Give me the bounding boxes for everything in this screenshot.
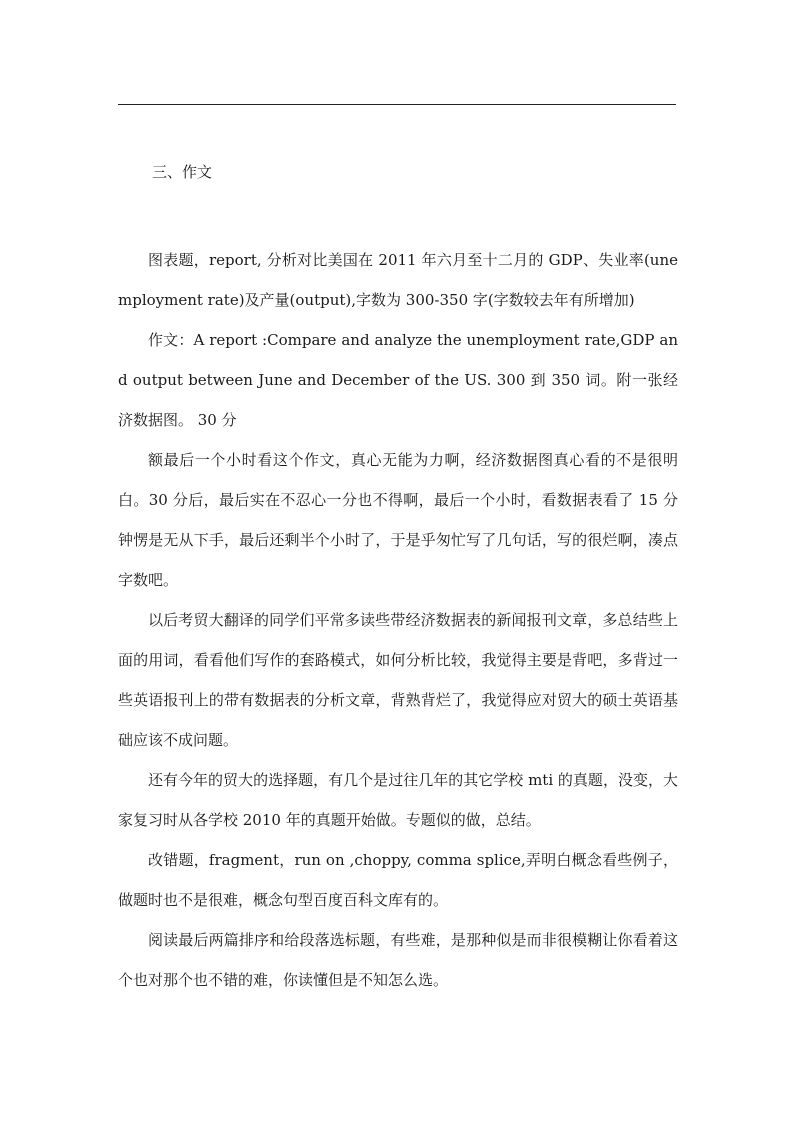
section-heading: 三、作文 [152, 163, 213, 181]
paragraph-reading: 阅读最后两篇排序和给段落选标题，有些难，是那种似是而非很模糊让你看着这个也对那个也不错的难，你读懂但是不知怎么选。 [118, 931, 678, 989]
header-rule [118, 104, 676, 105]
paragraph-advice: 以后考贸大翻译的同学们平常多读些带经济数据表的新闻报刊文章，多总结些上面的用词，看看他们写作的套路模式，如何分析比较，我觉得主要是背吧，多背过一些英语报刊上的带有数据表的分析文章，背熟背烂了，我觉得应对贸大的硕士英语基础应该不成问题。 [118, 611, 678, 749]
paragraph-experience: 额最后一个小时看这个作文，真心无能为力啊，经济数据图真心看的不是很明白。30 分后，最后实在不忍心一分也不得啊，最后一个小时，看数据表看了 15 分钟愣是无从下手，最后还剩半个小时了，于是乎匆忙写了几句话，写的很烂啊，凑点字数吧。 [118, 451, 678, 589]
paragraph-error-correction: 改错题，fragment，run on ,choppy, comma splice,弄明白概念看些例子，做题时也不是很难，概念句型百度百科文库有的。 [118, 851, 678, 909]
paragraph-task-description: 图表题，report, 分析对比美国在 2011 年六月至十二月的 GDP、失业率(unemployment rate)及产量(output),字数为 300-350 字(字数较去年有所增加) [118, 251, 678, 309]
document-body [118, 240, 678, 1000]
paragraph-multiple-choice: 还有今年的贸大的选择题，有几个是过往几年的其它学校 mti 的真题，没变，大家复习时从各学校 2010 年的真题开始做。专题似的做，总结。 [118, 771, 678, 829]
paragraph-essay-prompt: 作文：A report :Compare and analyze the unemployment rate,GDP and output between June and December of the US. 300 到 350 词。附一张经济数据图。 30 分 [118, 331, 678, 429]
